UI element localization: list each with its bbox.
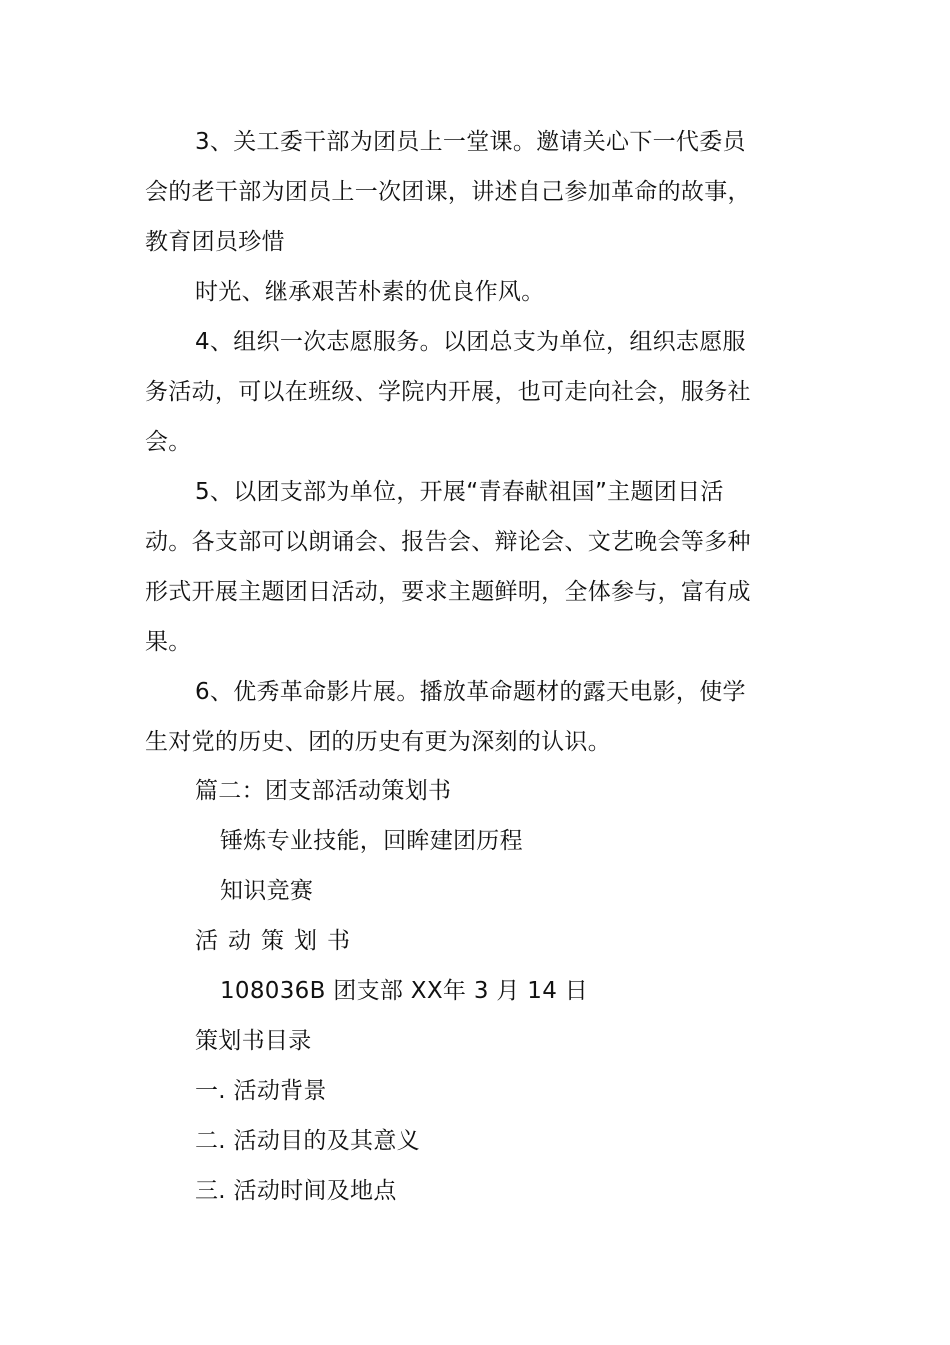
toc-item-1: 一. 活动背景 [195,1078,327,1104]
paragraph-6-line-2: 生对党的历史、团的历史有更为深刻的认识。 [145,729,611,755]
toc-heading: 策划书目录 [195,1028,312,1054]
organizer-date: 108036B 团支部 XX年 3 月 14 日 [220,978,589,1004]
section-heading: 篇二：团支部活动策划书 [195,778,452,804]
paragraph-4-line-3: 会。 [145,429,192,455]
toc-item-2: 二. 活动目的及其意义 [195,1128,420,1154]
paragraph-3-line-1: 3、关工委干部为团员上一堂课。邀请关心下一代委员 [195,129,746,155]
plan-title: 活动策划书 [195,928,360,954]
paragraph-4-line-1: 4、组织一次志愿服务。以团总支为单位，组织志愿服 [195,329,746,355]
paragraph-5-line-4: 果。 [145,629,192,655]
paragraph-3-line-2: 会的老干部为团员上一次团课，讲述自己参加革命的故事， [145,179,751,205]
toc-item-3: 三. 活动时间及地点 [195,1178,397,1204]
paragraph-6-line-1: 6、优秀革命影片展。播放革命题材的露天电影，使学 [195,679,746,705]
activity-title-line-2: 知识竞赛 [220,878,314,904]
paragraph-3-line-3: 教育团员珍惜 [145,229,285,255]
paragraph-3-continuation: 时光、继承艰苦朴素的优良作风。 [195,279,545,305]
paragraph-5-line-3: 形式开展主题团日活动，要求主题鲜明，全体参与，富有成 [145,579,751,605]
paragraph-5-line-2: 动。各支部可以朗诵会、报告会、辩论会、文艺晚会等多种 [145,529,751,555]
paragraph-4-line-2: 务活动，可以在班级、学院内开展，也可走向社会，服务社 [145,379,751,405]
paragraph-5-line-1: 5、以团支部为单位，开展“青春献祖国”主题团日活 [195,479,724,505]
activity-title-line-1: 锤炼专业技能，回眸建团历程 [220,828,523,854]
